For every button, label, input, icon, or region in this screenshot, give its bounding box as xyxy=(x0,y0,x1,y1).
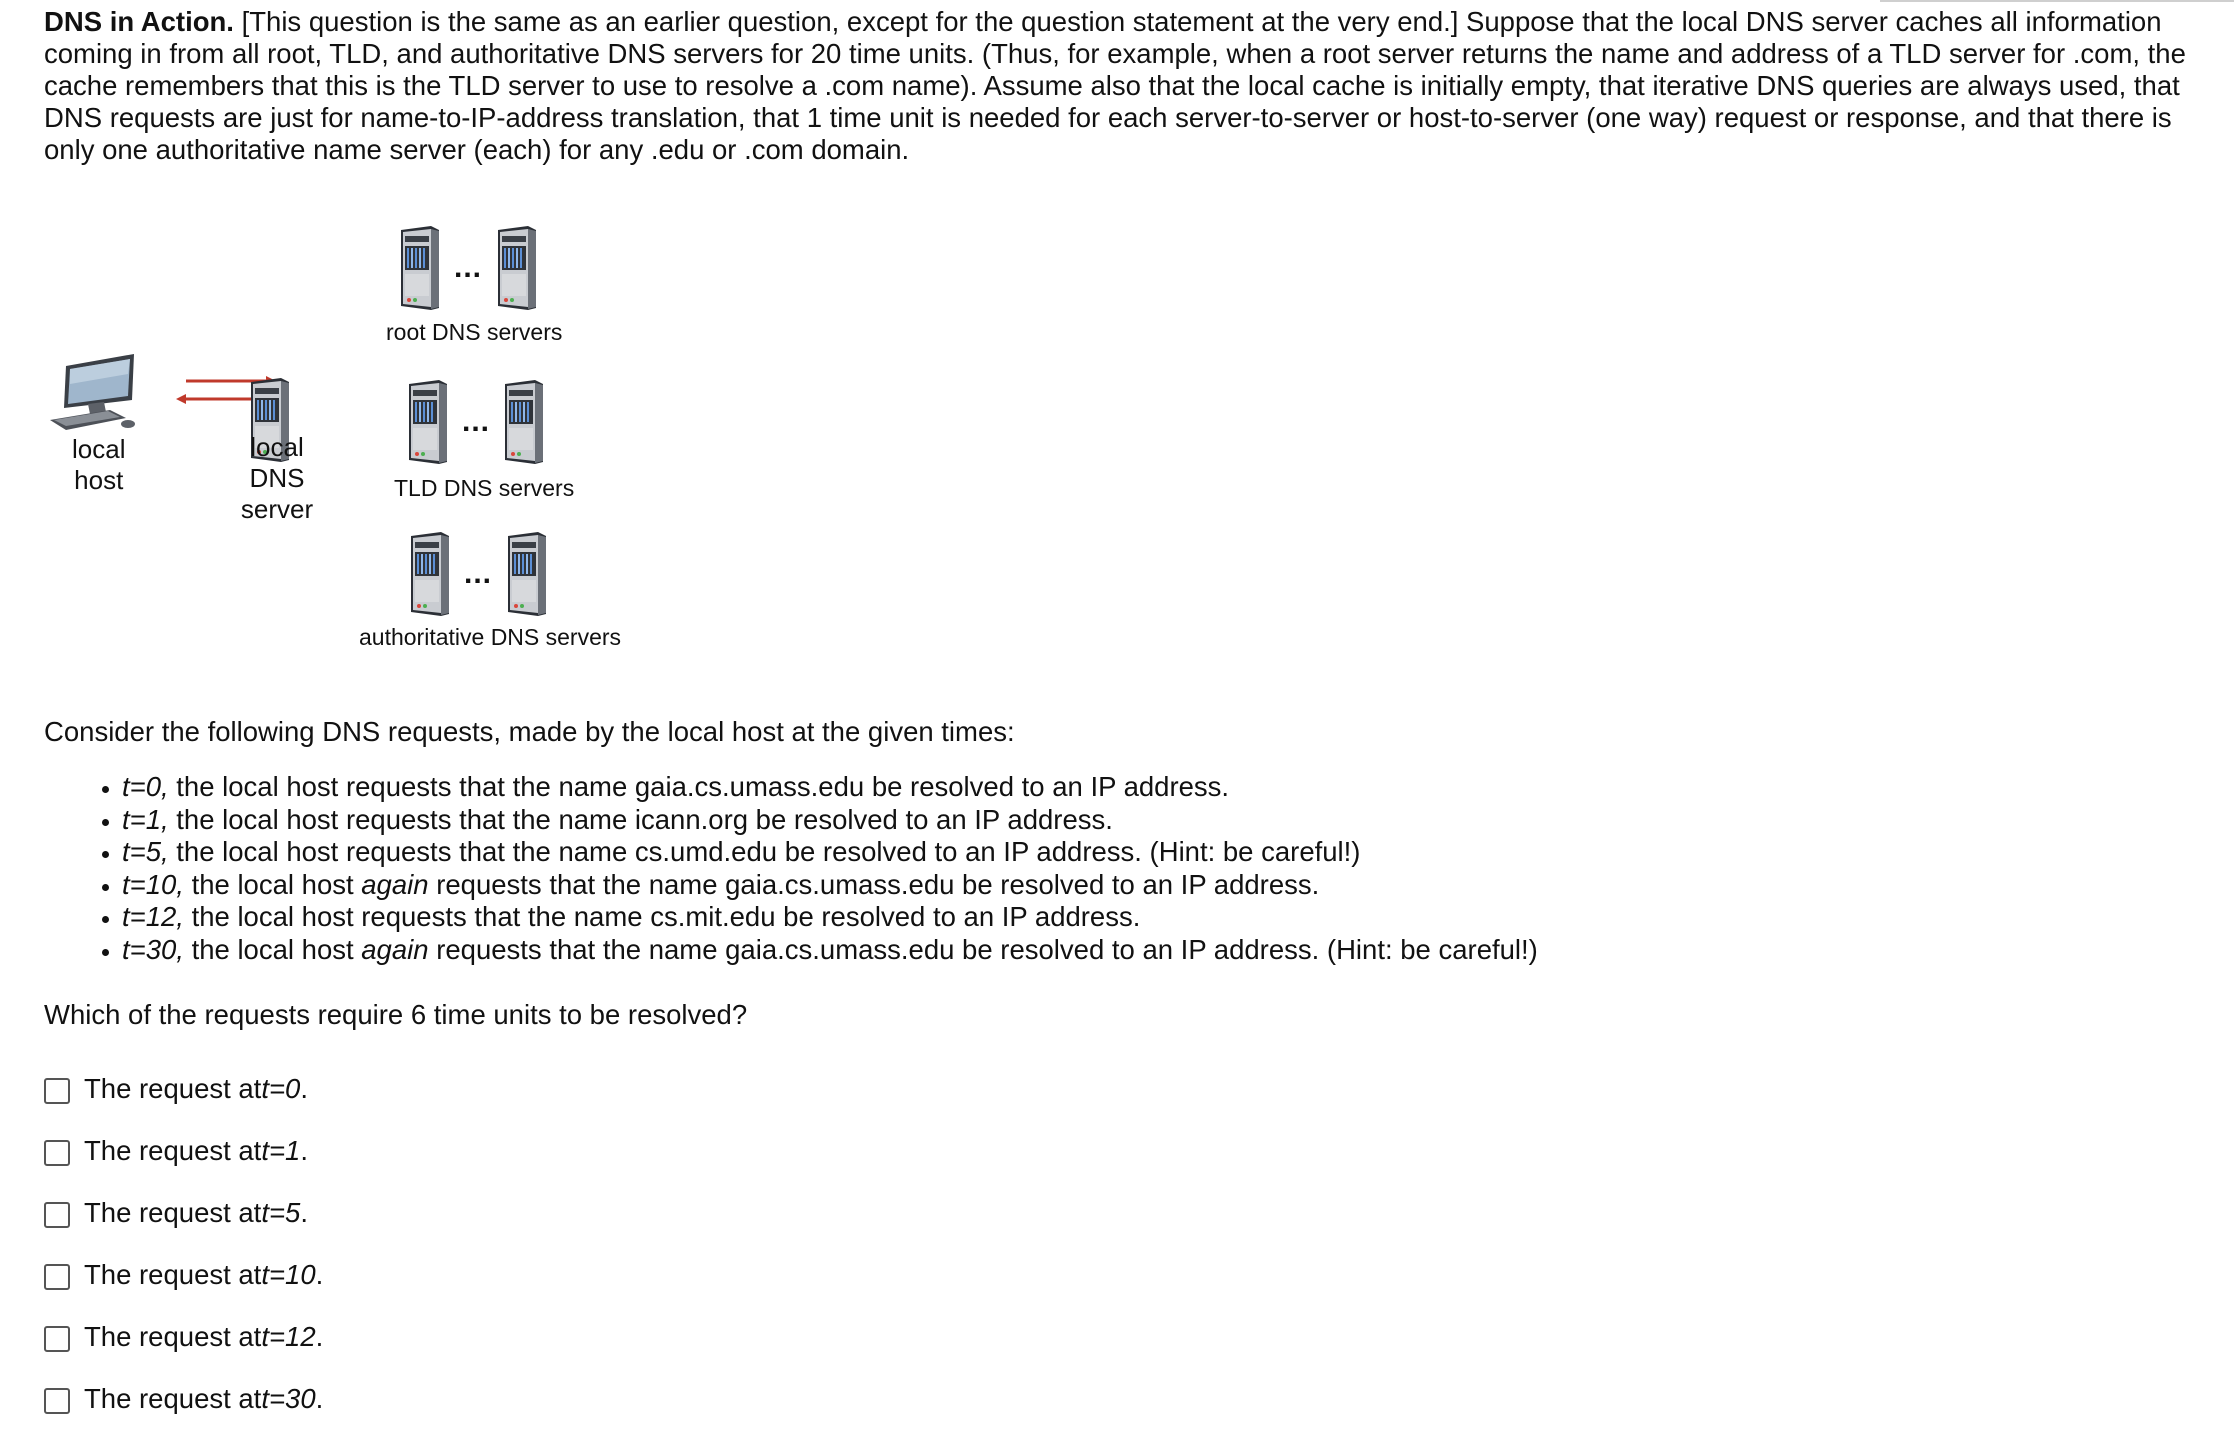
option-label: The request at xyxy=(84,1135,262,1166)
request-emphasis: again xyxy=(361,868,429,900)
auth-ellipsis: ... xyxy=(464,557,493,590)
list-item xyxy=(122,771,1538,804)
option-label: The request at xyxy=(84,1073,262,1104)
option-t5[interactable] xyxy=(44,1182,323,1244)
local-host-label xyxy=(72,434,125,496)
request-text: the local host xyxy=(183,868,362,900)
tld-server-icon-1 xyxy=(405,380,449,464)
request-emphasis: again xyxy=(361,933,429,965)
option-time: t=30 xyxy=(261,1383,316,1414)
option-t10[interactable] xyxy=(44,1244,323,1306)
option-time: t=12 xyxy=(261,1321,316,1352)
option-suffix: . xyxy=(300,1135,308,1166)
question-intro xyxy=(44,6,2194,166)
question-page xyxy=(44,6,2194,1414)
auth-server-icon-2 xyxy=(504,532,548,616)
request-text: the local host requests that the name gaia.cs.umass.edu be resolved to an IP address. xyxy=(168,771,1230,802)
list-item xyxy=(122,804,1538,837)
option-suffix: . xyxy=(315,1383,324,1414)
root-server-icon-2 xyxy=(494,226,538,310)
checkbox[interactable] xyxy=(44,1388,70,1414)
option-time: t=5 xyxy=(261,1197,301,1228)
tld-server-icon-2 xyxy=(501,380,545,464)
option-suffix: . xyxy=(315,1321,324,1352)
request-text: requests that the name gaia.cs.umass.edu be resolved to an IP address. (Hint: be careful!) xyxy=(428,933,1538,965)
request-text: the local host xyxy=(183,933,362,965)
checkbox[interactable] xyxy=(44,1140,70,1166)
local-dns-label-line2: DNS xyxy=(249,463,305,493)
option-time: t=0 xyxy=(261,1073,301,1104)
consider-text: Consider the following DNS requests, made by the local host at the given times: xyxy=(44,716,1015,747)
option-suffix: . xyxy=(300,1073,308,1104)
request-time: t=12, xyxy=(122,901,184,932)
request-time: t=5, xyxy=(122,836,169,867)
request-text: requests that the name gaia.cs.umass.edu be resolved to an IP address. xyxy=(428,868,1320,900)
request-list xyxy=(44,771,1538,966)
authoritative-servers-label: authoritative DNS servers xyxy=(359,624,622,650)
checkbox[interactable] xyxy=(44,1326,70,1352)
option-label: The request at xyxy=(84,1197,262,1228)
local-host-label-line1: local xyxy=(72,434,126,464)
option-label: The request at xyxy=(84,1259,262,1290)
dns-diagram xyxy=(44,166,744,650)
option-t0[interactable] xyxy=(44,1058,323,1120)
option-time: t=10 xyxy=(261,1259,316,1290)
answer-options xyxy=(44,1058,323,1430)
tld-ellipsis: ... xyxy=(462,405,491,438)
list-item xyxy=(122,836,1538,869)
checkbox[interactable] xyxy=(44,1264,70,1290)
request-text: the local host requests that the name icann.org be resolved to an IP address. xyxy=(168,803,1113,835)
option-label: The request at xyxy=(84,1383,262,1414)
tld-servers-label: TLD DNS servers xyxy=(394,475,575,501)
checkbox[interactable] xyxy=(44,1078,70,1104)
option-t1[interactable] xyxy=(44,1120,323,1182)
question-title: DNS in Action. xyxy=(44,6,234,37)
list-item xyxy=(122,869,1538,902)
list-item xyxy=(122,934,1538,967)
root-servers-label: root DNS servers xyxy=(386,319,563,345)
local-dns-server-label xyxy=(232,432,322,525)
local-host-computer-icon xyxy=(48,354,140,440)
request-time: t=30, xyxy=(122,933,184,965)
option-t12[interactable] xyxy=(44,1306,323,1368)
auth-server-icon-1 xyxy=(407,532,451,616)
request-text: the local host requests that the name cs.mit.edu be resolved to an IP address. xyxy=(183,901,1141,932)
root-server-icon-1 xyxy=(397,226,441,310)
option-time: t=1 xyxy=(261,1135,301,1166)
checkbox[interactable] xyxy=(44,1202,70,1228)
request-time: t=10, xyxy=(122,868,184,900)
request-text: the local host requests that the name cs.umd.edu be resolved to an IP address. (Hint: be careful!) xyxy=(168,836,1361,867)
option-t30[interactable] xyxy=(44,1368,323,1430)
list-item xyxy=(122,901,1538,934)
option-label: The request at xyxy=(84,1321,262,1352)
top-divider xyxy=(1880,0,2234,2)
local-dns-label-line3: server xyxy=(240,494,314,524)
option-suffix: . xyxy=(315,1259,324,1290)
question-prompt: Which of the requests require 6 time units to be resolved? xyxy=(44,999,748,1030)
local-host-label-line2: host xyxy=(74,465,124,495)
option-suffix: . xyxy=(300,1197,308,1228)
request-time: t=1, xyxy=(122,803,169,835)
local-dns-label-line1: local xyxy=(250,432,304,462)
root-ellipsis: ... xyxy=(454,251,483,284)
question-text: [This question is the same as an earlier question, except for the question statement at the very end.] Suppose that the local DNS server caches all information coming in from all root, TLD, and authoritative DNS servers for 20 time units. (Thus, for example, when a root server returns the name and address of a TLD server for .com, the cache remembers that this is the TLD server to use to resolve a .com name). Assume also that the local cache is initially empty, that iterative DNS queries are always used, that DNS requests are just for name-to-IP-address translation, that 1 time unit is needed for each server-to-server or host-to-server (one way) request or response, and that there is only one authoritative name server (each) for any .edu or .com domain. xyxy=(44,6,2186,165)
request-time: t=0, xyxy=(122,771,169,802)
